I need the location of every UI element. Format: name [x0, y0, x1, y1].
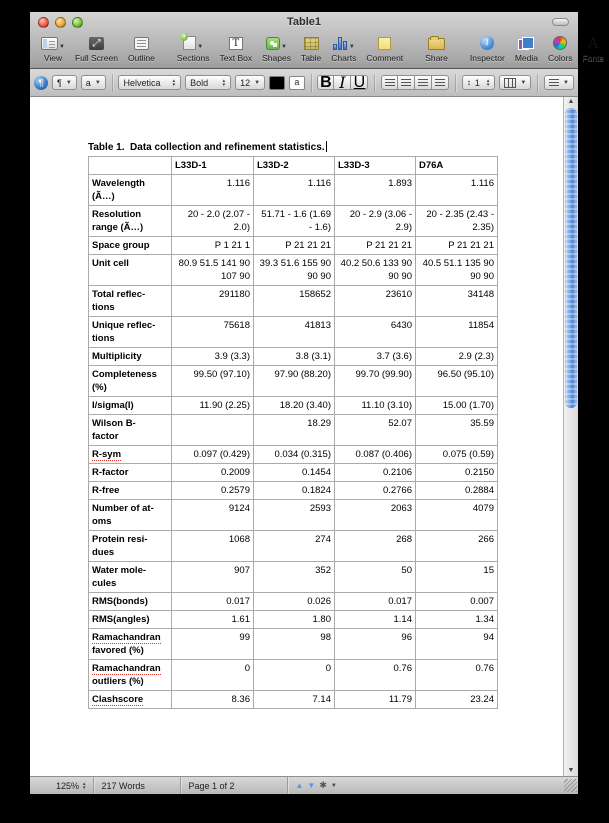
align-right-icon: [418, 79, 428, 87]
table-row: [89, 562, 498, 593]
font-style-select[interactable]: [185, 75, 231, 90]
value-cell[interactable]: 0.1824: [254, 482, 335, 500]
character-style-dropdown[interactable]: [81, 75, 106, 90]
toolbar-button-label: Table: [300, 53, 322, 63]
value-cell[interactable]: 0.2579: [172, 482, 254, 500]
chevron-down-icon: ▼: [197, 44, 204, 50]
align-left-icon: [385, 79, 395, 87]
character-style-label: a: [85, 77, 91, 88]
align-center-icon: [401, 79, 411, 87]
value-cell[interactable]: 99: [172, 629, 254, 660]
share-icon: [428, 38, 445, 50]
chevron-down-icon: ▼: [520, 79, 527, 86]
table-row: [89, 611, 498, 629]
window-chrome: [30, 12, 604, 69]
value-cell[interactable]: 94: [416, 629, 498, 660]
row-label-cell[interactable]: RMS(bonds): [89, 593, 172, 611]
column-header[interactable]: L33D-1: [172, 157, 254, 175]
toolbar-button-label: Full Screen: [74, 53, 118, 63]
chevron-down-icon: ▼: [563, 79, 569, 86]
row-label-cell[interactable]: Unit cell: [89, 255, 172, 286]
font-style-value: Bold: [190, 77, 209, 88]
align-left-button[interactable]: [381, 75, 398, 90]
font-size-select[interactable]: [235, 75, 265, 90]
chevron-down-icon: ▼: [254, 79, 261, 86]
column-header[interactable]: D76A: [416, 157, 498, 175]
value-cell[interactable]: 75618: [172, 317, 254, 348]
value-cell[interactable]: 9124: [172, 500, 254, 531]
value-cell[interactable]: P 1 21 1: [172, 237, 254, 255]
value-cell[interactable]: 266: [416, 531, 498, 562]
scroll-up-arrow-icon[interactable]: ▲: [567, 98, 575, 105]
value-cell[interactable]: 96: [335, 629, 416, 660]
page[interactable]: [30, 97, 563, 776]
stepper-icon: ▲ ▼: [485, 77, 491, 87]
divider: [112, 74, 113, 92]
toolbar-button-outline[interactable]: [123, 33, 160, 64]
toolbar-group: [36, 33, 160, 64]
toolbar-button-table[interactable]: [296, 33, 326, 64]
chevron-down-icon: ▼: [281, 44, 287, 50]
table-header-row: [89, 157, 498, 175]
outline-icon: [134, 37, 149, 50]
value-cell[interactable]: 11.90 (2.25): [172, 397, 254, 415]
format-bar: [30, 69, 578, 97]
align-right-button[interactable]: [415, 75, 432, 90]
table-caption[interactable]: [88, 141, 563, 153]
value-cell[interactable]: 96.50 (95.10): [416, 366, 498, 397]
value-cell[interactable]: 15: [416, 562, 498, 593]
table-row: [89, 206, 498, 237]
chevron-down-icon: ▼: [94, 79, 101, 86]
gear-icon[interactable]: ✱: [319, 780, 327, 790]
align-center-button[interactable]: [398, 75, 415, 90]
value-cell[interactable]: 0.017: [172, 593, 254, 611]
toolbar-button-inspector[interactable]: [465, 33, 510, 64]
table-caption-text: Table 1. Data collection and refinement statistics.: [88, 142, 325, 153]
fullscreen-icon: ⤢: [89, 37, 104, 50]
value-cell[interactable]: 0.075 (0.59): [416, 446, 498, 464]
value-cell[interactable]: 4079: [416, 500, 498, 531]
row-label-cell[interactable]: [89, 691, 172, 709]
scroll-down-arrow-icon[interactable]: ▼: [567, 767, 575, 774]
vertical-scrollbar[interactable]: [563, 97, 578, 776]
row-label-cell[interactable]: Ramachandran outliers (%): [89, 660, 172, 691]
row-label-cell[interactable]: I/sigma(I): [89, 397, 172, 415]
toolbar-button-text-box[interactable]: [215, 33, 258, 64]
value-cell[interactable]: 158652: [254, 286, 335, 317]
value-cell[interactable]: 20 - 2.35 (2.43 - 2.35): [416, 206, 498, 237]
pages-window: [30, 12, 604, 791]
value-cell[interactable]: P 21 21 21: [254, 237, 335, 255]
toolbar-button-label: Text Box: [219, 53, 253, 63]
row-label-cell[interactable]: R-free: [89, 482, 172, 500]
value-cell[interactable]: 3.7 (3.6): [335, 348, 416, 366]
value-cell[interactable]: 0.76: [416, 660, 498, 691]
value-cell[interactable]: 15.00 (1.70): [416, 397, 498, 415]
table-row: [89, 348, 498, 366]
page-navigation: [288, 780, 345, 791]
zoom-control[interactable]: [30, 781, 93, 791]
table-row: [89, 317, 498, 348]
toolbar-button-label: Sections: [176, 53, 210, 63]
previous-page-button[interactable]: ▲: [295, 781, 304, 790]
column-header[interactable]: L33D-3: [335, 157, 416, 175]
italic-button[interactable]: I: [334, 75, 351, 90]
shapes-icon: [266, 37, 280, 50]
stepper-icon: ▲ ▼: [221, 77, 227, 87]
alignment-group: [381, 75, 449, 90]
row-label-cell[interactable]: Number of at- oms: [89, 500, 172, 531]
value-cell[interactable]: 51.71 - 1.6 (1.69 - 1.6): [254, 206, 335, 237]
divider: [537, 74, 538, 92]
value-cell[interactable]: 274: [254, 531, 335, 562]
table-row: [89, 531, 498, 562]
chevron-down-icon: ▼: [65, 79, 72, 86]
value-cell[interactable]: 18.29: [254, 415, 335, 446]
value-cell[interactable]: 20 - 2.9 (3.06 - 2.9): [335, 206, 416, 237]
misspelled-word: Clashscore: [92, 694, 144, 705]
value-cell[interactable]: 0.76: [335, 660, 416, 691]
toolbar-button-label: Charts: [331, 53, 357, 63]
columns-icon: [504, 78, 516, 88]
value-cell[interactable]: 2063: [335, 500, 416, 531]
value-cell[interactable]: 0.2150: [416, 464, 498, 482]
toolbar-button-label: Comment: [366, 53, 404, 63]
columns-dropdown[interactable]: [499, 75, 531, 90]
row-label-cell[interactable]: R-factor: [89, 464, 172, 482]
toolbar-button-fonts[interactable]: [578, 33, 609, 64]
value-cell[interactable]: 352: [254, 562, 335, 593]
title-bar[interactable]: [30, 12, 578, 32]
value-cell[interactable]: 97.90 (88.20): [254, 366, 335, 397]
chevron-down-icon: ▼: [330, 782, 337, 789]
value-cell[interactable]: 0: [172, 660, 254, 691]
bold-button[interactable]: B: [317, 75, 334, 90]
font-size-value: 12: [240, 77, 251, 88]
value-cell[interactable]: 0.007: [416, 593, 498, 611]
list-icon: [549, 79, 559, 87]
value-cell[interactable]: 1.34: [416, 611, 498, 629]
row-label-cell[interactable]: Wavelength (Ã…): [89, 175, 172, 206]
misspelled-word: Ramachandran: [92, 632, 161, 643]
divider: [455, 74, 456, 92]
toolbar-button-label: View: [43, 53, 63, 63]
value-cell[interactable]: 11.79: [335, 691, 416, 709]
divider: [374, 74, 375, 92]
colors-icon: [553, 36, 567, 50]
value-cell[interactable]: 1.893: [335, 175, 416, 206]
table-row: [89, 175, 498, 206]
misspelled-word: Ramachandran: [92, 663, 161, 674]
value-cell[interactable]: 2593: [254, 500, 335, 531]
value-cell[interactable]: 0.034 (0.315): [254, 446, 335, 464]
paragraph-style-label: ¶: [57, 77, 62, 88]
value-cell[interactable]: 11.10 (3.10): [335, 397, 416, 415]
value-cell[interactable]: 0.2009: [172, 464, 254, 482]
chevron-down-icon: ▼: [348, 44, 355, 50]
row-label-cell[interactable]: Ramachandran favored (%): [89, 629, 172, 660]
fonts-icon: A: [587, 33, 599, 52]
value-cell[interactable]: 7.14: [254, 691, 335, 709]
table-row: [89, 500, 498, 531]
window-title: Table1: [286, 16, 322, 28]
value-cell[interactable]: P 21 21 21: [335, 237, 416, 255]
align-justify-icon: [435, 79, 445, 87]
toolbar-button-charts[interactable]: [326, 33, 361, 64]
toolbar-button-label: Colors: [547, 53, 573, 63]
column-header[interactable]: L33D-2: [254, 157, 335, 175]
value-cell[interactable]: 1.14: [335, 611, 416, 629]
highlight-color-well[interactable]: a: [289, 76, 305, 90]
row-label-cell[interactable]: Wilson B- factor: [89, 415, 172, 446]
toolbar-group: [172, 33, 408, 64]
value-cell[interactable]: 0.2106: [335, 464, 416, 482]
textbox-icon: T: [229, 37, 243, 50]
toolbar: [30, 32, 604, 68]
table-icon: [304, 37, 319, 50]
value-cell[interactable]: P 21 21 21: [416, 237, 498, 255]
media-icon: [518, 37, 534, 50]
view-panes-icon: [41, 37, 58, 50]
next-page-button[interactable]: ▼: [307, 781, 316, 790]
toolbar-button-label: Share: [425, 53, 448, 63]
toolbar-button-share[interactable]: [420, 33, 453, 64]
value-cell[interactable]: 2.9 (2.3): [416, 348, 498, 366]
row-label-cell[interactable]: Protein resi- dues: [89, 531, 172, 562]
line-spacing-value: 1: [474, 77, 480, 88]
value-cell[interactable]: 1068: [172, 531, 254, 562]
toolbar-button-sections[interactable]: [172, 33, 215, 64]
value-cell[interactable]: 11854: [416, 317, 498, 348]
value-cell[interactable]: 907: [172, 562, 254, 593]
value-cell[interactable]: 18.20 (3.40): [254, 397, 335, 415]
document-area: [30, 97, 578, 776]
table-row: [89, 415, 498, 446]
table-row: [89, 286, 498, 317]
stepper-icon: ▲ ▼: [171, 77, 177, 87]
toolbar-button-view[interactable]: [36, 33, 70, 64]
column-header[interactable]: [89, 157, 172, 175]
inspector-icon: i: [480, 36, 494, 50]
line-spacing-control[interactable]: [462, 75, 496, 90]
align-justify-button[interactable]: [432, 75, 449, 90]
toolbar-button-label: Shapes: [262, 53, 291, 63]
scrollbar-thumb[interactable]: [565, 108, 577, 408]
toolbar-button-colors[interactable]: [543, 33, 578, 64]
table-body: [89, 175, 498, 709]
toolbar-button-shapes[interactable]: [257, 33, 296, 64]
chevron-down-icon: ▼: [59, 44, 65, 50]
toolbar-toggle-button[interactable]: [552, 18, 569, 26]
value-cell[interactable]: 268: [335, 531, 416, 562]
value-cell[interactable]: 0: [254, 660, 335, 691]
value-cell[interactable]: 0.087 (0.406): [335, 446, 416, 464]
toolbar-group: [465, 33, 609, 64]
value-cell[interactable]: 41813: [254, 317, 335, 348]
zoom-level: 125%: [56, 780, 80, 791]
value-cell[interactable]: 0.017: [335, 593, 416, 611]
value-cell[interactable]: 34148: [416, 286, 498, 317]
value-cell[interactable]: 40.5 51.1 135 90 90 90: [416, 255, 498, 286]
value-cell[interactable]: 1.116: [254, 175, 335, 206]
value-cell[interactable]: [172, 415, 254, 446]
value-cell[interactable]: 99.50 (97.10): [172, 366, 254, 397]
toolbar-button-comment[interactable]: [361, 33, 408, 64]
toolbar-button-label: Outline: [127, 53, 155, 63]
value-cell[interactable]: 1.116: [416, 175, 498, 206]
table-row: [89, 629, 498, 660]
toolbar-group: [420, 33, 453, 64]
row-label-cell[interactable]: Space group: [89, 237, 172, 255]
value-cell[interactable]: 80.9 51.5 141 90 107 90: [172, 255, 254, 286]
row-label-cell[interactable]: Unique reflec- tions: [89, 317, 172, 348]
statistics-table[interactable]: [88, 156, 498, 709]
row-label-cell[interactable]: [89, 446, 172, 464]
value-cell[interactable]: 6430: [335, 317, 416, 348]
value-cell[interactable]: 50: [335, 562, 416, 593]
value-cell[interactable]: 8.36: [172, 691, 254, 709]
word-count: 217 Words: [101, 780, 145, 791]
toolbar-button-full-screen[interactable]: [70, 33, 123, 64]
paragraph-style-dropdown[interactable]: [52, 75, 77, 90]
value-cell[interactable]: 35.59: [416, 415, 498, 446]
misspelled-word: R-sym: [92, 449, 122, 460]
table-row: [89, 397, 498, 415]
text-inspector-icon[interactable]: ¶: [34, 76, 48, 90]
table-row: [89, 446, 498, 464]
charts-icon: [333, 37, 348, 50]
value-cell[interactable]: 3.9 (3.3): [172, 348, 254, 366]
value-cell[interactable]: 40.2 50.6 133 90 90 90: [335, 255, 416, 286]
table-row: [89, 464, 498, 482]
status-bar: [30, 776, 578, 794]
divider: [311, 74, 312, 92]
bold-italic-underline-group: [317, 75, 368, 90]
row-label-cell[interactable]: Total reflec- tions: [89, 286, 172, 317]
text-color-well[interactable]: [269, 76, 285, 90]
table-row: [89, 237, 498, 255]
toolbar-button-media[interactable]: [510, 33, 543, 64]
value-cell[interactable]: 291180: [172, 286, 254, 317]
toolbar-button-label: Inspector: [469, 53, 505, 63]
value-cell[interactable]: 0.2884: [416, 482, 498, 500]
table-row: [89, 366, 498, 397]
page-indicator[interactable]: Page 1 of 2: [188, 780, 235, 791]
value-cell[interactable]: 39.3 51.6 155 90 90 90: [254, 255, 335, 286]
row-label-cell[interactable]: RMS(angles): [89, 611, 172, 629]
toolbar-button-label: Media: [514, 53, 538, 63]
value-cell[interactable]: 1.80: [254, 611, 335, 629]
toolbar-button-label: Fonts: [582, 53, 604, 63]
value-cell[interactable]: 0.026: [254, 593, 335, 611]
value-cell[interactable]: 99.70 (99.90): [335, 366, 416, 397]
value-cell[interactable]: 20 - 2.0 (2.07 - 2.0): [172, 206, 254, 237]
row-label-cell[interactable]: Completeness (%): [89, 366, 172, 397]
font-family-select[interactable]: [118, 75, 181, 90]
line-spacing-icon: ↕: [466, 78, 471, 87]
value-cell[interactable]: 0.097 (0.429): [172, 446, 254, 464]
stepper-icon: ▲ ▼: [82, 780, 87, 790]
value-cell[interactable]: 1.61: [172, 611, 254, 629]
table-row: [89, 593, 498, 611]
value-cell[interactable]: 1.116: [172, 175, 254, 206]
font-family-value: Helvetica: [123, 77, 161, 88]
value-cell[interactable]: 0.2766: [335, 482, 416, 500]
row-label-cell[interactable]: Water mole- cules: [89, 562, 172, 593]
table-row: [89, 660, 498, 691]
value-cell[interactable]: 23.24: [416, 691, 498, 709]
list-style-dropdown[interactable]: [544, 75, 574, 90]
resize-grip[interactable]: [564, 779, 577, 792]
row-label-cell[interactable]: Resolution range (Ã…): [89, 206, 172, 237]
table-row: [89, 691, 498, 709]
underline-button[interactable]: U: [351, 75, 368, 90]
value-cell[interactable]: 3.8 (3.1): [254, 348, 335, 366]
value-cell[interactable]: 98: [254, 629, 335, 660]
sections-page-icon: [183, 36, 196, 50]
value-cell[interactable]: 52.07: [335, 415, 416, 446]
value-cell[interactable]: 0.1454: [254, 464, 335, 482]
row-label-cell[interactable]: Multiplicity: [89, 348, 172, 366]
text-cursor: [326, 141, 327, 152]
table-row: [89, 255, 498, 286]
comment-icon: [378, 37, 391, 50]
value-cell[interactable]: 23610: [335, 286, 416, 317]
table-row: [89, 482, 498, 500]
